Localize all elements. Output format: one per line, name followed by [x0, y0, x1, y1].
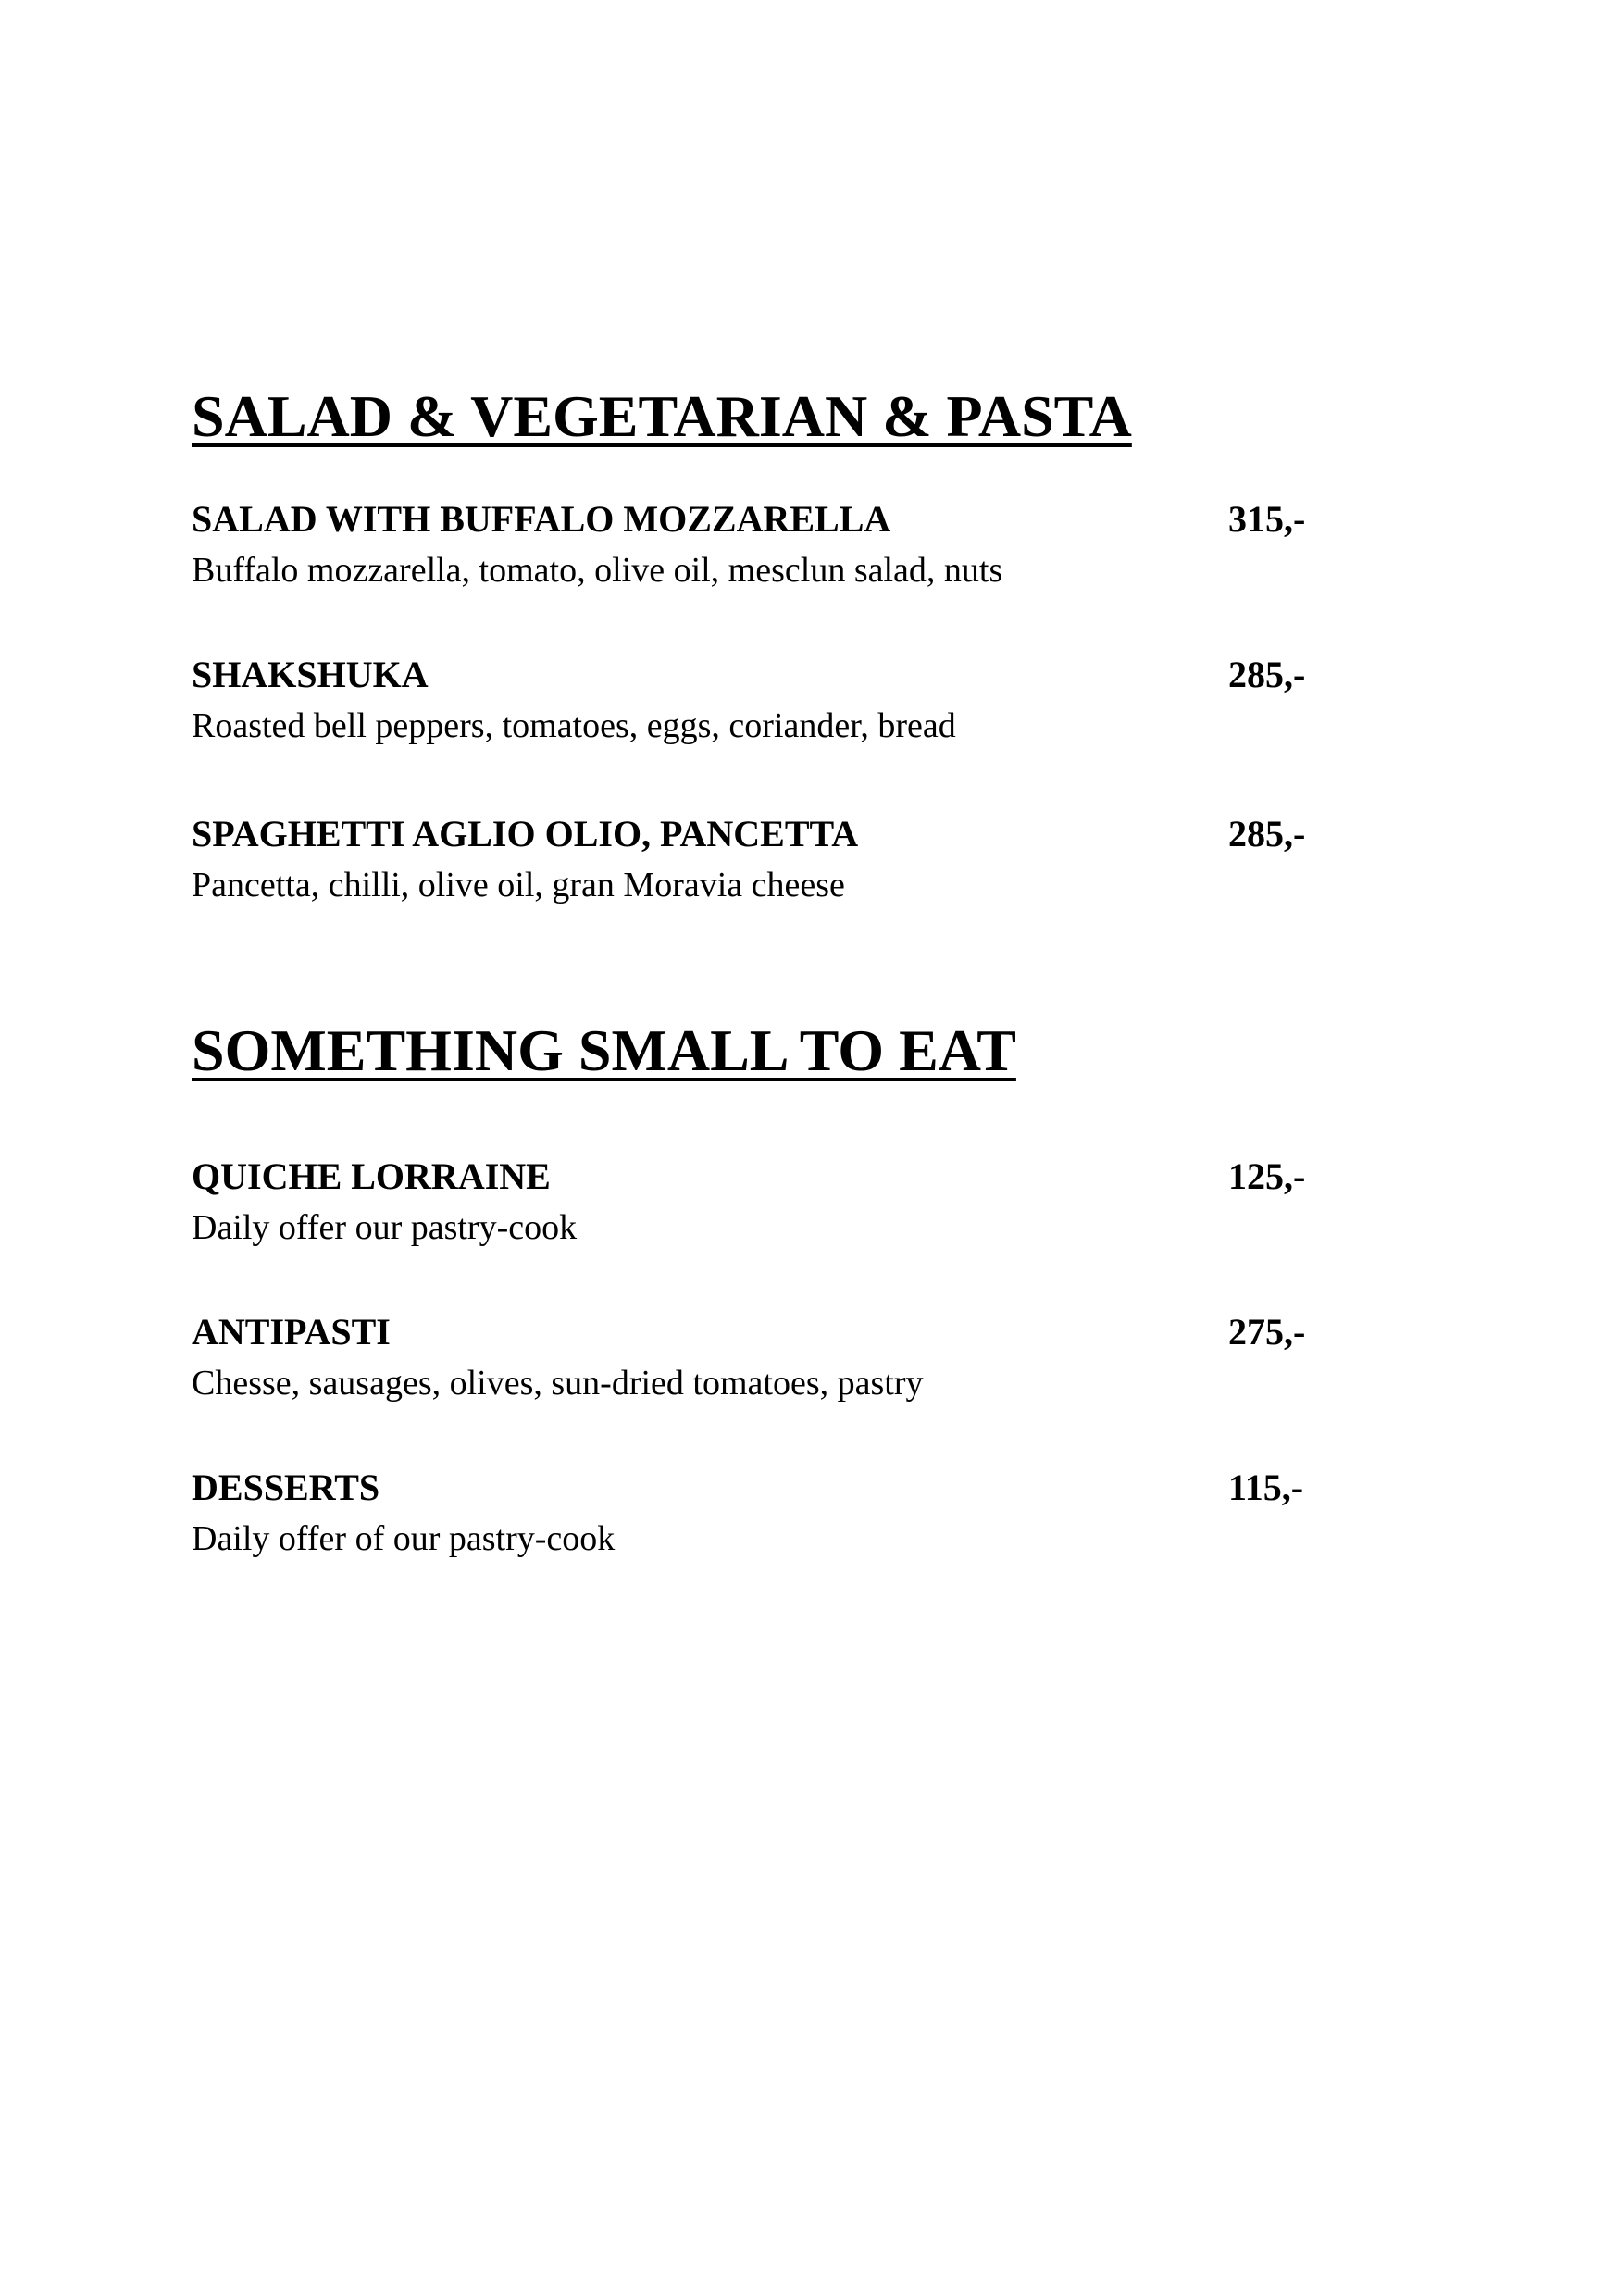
menu-item-price: 285,-: [1228, 813, 1306, 855]
menu-item-description: Buffalo mozzarella, tomato, olive oil, mesclun salad, nuts: [192, 551, 1003, 590]
menu-item-name: SHAKSHUKA: [192, 654, 429, 695]
menu-item-price: 115,-: [1228, 1466, 1304, 1508]
menu-item-description: Daily offer our pastry-cook: [192, 1208, 578, 1247]
menu-item-antipasti: [192, 1308, 1339, 1406]
menu-item-header: [192, 1308, 1339, 1356]
menu-item-price: 285,-: [1228, 654, 1306, 695]
menu-item-price: 275,-: [1228, 1311, 1306, 1353]
section-title-something-small-to-eat: SOMETHING SMALL TO EAT: [192, 1017, 1016, 1083]
menu-item-quiche-lorraine: [192, 1153, 1339, 1251]
menu-item-header: [192, 810, 1339, 858]
menu-item-name: SPAGHETTI AGLIO OLIO, PANCETTA: [192, 813, 859, 855]
menu-item-salad-buffalo-mozzarella: [192, 495, 1339, 593]
menu-item-name: QUICHE LORRAINE: [192, 1155, 551, 1197]
menu-item-description: Pancetta, chilli, olive oil, gran Moravia cheese: [192, 866, 845, 905]
section-title-salad-vegetarian-pasta: SALAD & VEGETARIAN & PASTA: [192, 383, 1132, 449]
menu-item-description: Chesse, sausages, olives, sun-dried tomatoes, pastry: [192, 1364, 924, 1403]
menu-item-spaghetti-aglio-olio: [192, 810, 1339, 908]
menu-item-description: Roasted bell peppers, tomatoes, eggs, coriander, bread: [192, 706, 956, 745]
menu-item-header: [192, 651, 1339, 699]
menu-item-price: 125,-: [1228, 1155, 1306, 1197]
menu-item-shakshuka: [192, 651, 1339, 749]
menu-item-name: SALAD WITH BUFFALO MOZZARELLA: [192, 498, 891, 540]
menu-item-name: DESSERTS: [192, 1466, 380, 1508]
menu-item-price: 315,-: [1228, 498, 1306, 540]
menu-item-desserts: [192, 1464, 1339, 1562]
menu-item-description: Daily offer of our pastry-cook: [192, 1519, 616, 1558]
menu-item-name: ANTIPASTI: [192, 1311, 391, 1353]
menu-item-header: [192, 495, 1339, 543]
menu-item-header: [192, 1464, 1339, 1512]
menu-item-header: [192, 1153, 1339, 1201]
